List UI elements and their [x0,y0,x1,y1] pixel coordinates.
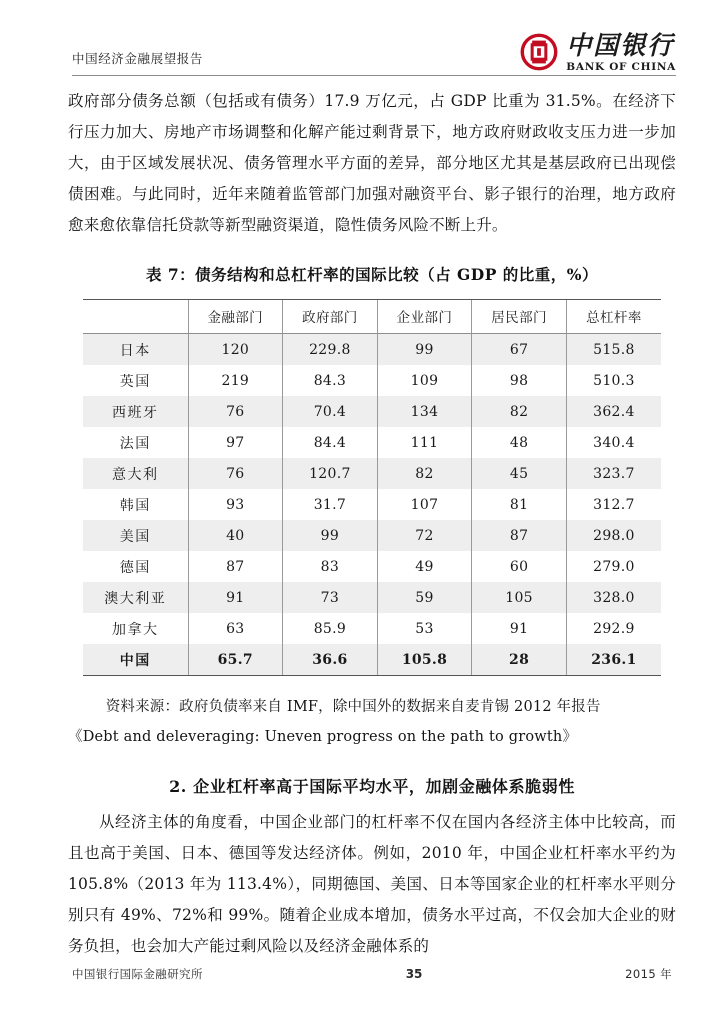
table-cell-3: 134 [377,396,472,427]
table-cell-1: 76 [188,458,283,489]
table-row [83,582,661,613]
table-row [83,427,661,458]
table-cell-3: 53 [377,613,472,644]
table-header-corner [83,300,188,334]
table-row-country: 加拿大 [112,621,159,638]
footer-institute: 中国银行国际金融研究所 [72,967,203,981]
table-cell-4: 81 [472,489,567,520]
table-row-country: 中国 [83,644,188,676]
paragraph-government-debt: 政府部分债务总额（包括或有债务）17.9 万亿元，占 GDP 比重为 31.5%。在经济下行压力加大、房地产市场调整和化解产能过剩背景下，地方政府财政收支压力进一步加大，由于区域发展状况、债务管理水平方面的差异，部分地区尤其是基层政府已出现偿债困难。与此同时，近年来随着监管部门加强对融资平台、影子银行的治理，地方政府愈来愈依靠信托贷款等新型融资渠道，隐性债务风险不断上升。 [68,92,676,234]
table-row-country: 澳大利亚 [83,582,188,613]
source-line-2: 《Debt and deleveraging: Uneven progress on the path to growth》 [68,729,578,745]
table-cell-5: 510.3 [566,365,661,396]
paragraph-corporate-leverage: 从经济主体的角度看，中国企业部门的杠杆率不仅在国内各经济主体中比较高，而且也高于美国、日本、德国等发达经济体。例如，2010 年，中国企业杠杆率水平约为 105.8%（2013 年为 113.4%），同期德国、美国、日本等国家企业的杠杆率水平则分别只有 49%、72%和 99%。随着企业成本增加，债务水平过高，不仅会加大企业的财务负担，也会加大产能过剩风险以及经济金融体系的 [68,813,676,955]
table-cell-3: 105.8 [377,644,472,676]
footer-page-number: 35 [405,967,423,981]
table-cell-3: 49 [377,551,472,582]
boc-logo-english: BANK OF CHINA [566,60,676,73]
table-header [83,300,661,334]
table-cell-5: 298.0 [566,520,661,551]
table-cell-4: 98 [472,365,567,396]
debt-structure-table [83,299,661,676]
table-cell-5: 340.4 [566,427,661,458]
table-cell-1: 91 [188,582,283,613]
table-cell-2: 36.6 [283,644,378,676]
table-cell-1: 97 [188,427,283,458]
table-row-country: 英国 [119,373,151,390]
table-cell-2: 31.7 [283,489,378,520]
table-row-country: 德国 [119,559,151,576]
table-cell-3: 107 [377,489,472,520]
table-cell-4: 105 [472,582,567,613]
table-row [83,551,661,582]
section-heading: 2. 企业杠杆率高于国际平均水平，加剧金融体系脆弱性 [169,777,575,796]
table-header-household: 居民部门 [472,300,567,334]
table-row-country: 西班牙 [83,396,188,427]
table-cell-3: 109 [377,365,472,396]
table-cell-1: 76 [188,396,283,427]
table-row [83,644,661,676]
table-cell-5: 312.7 [566,489,661,520]
page-content [68,86,676,962]
table-caption: 表 7：债务结构和总杠杆率的国际比较（占 GDP 的比重，%） [145,265,599,284]
header-divider [72,75,676,76]
table-header-financial: 金融部门 [188,300,283,334]
table-cell-2: 73 [283,582,378,613]
table-cell-4: 91 [472,613,567,644]
table-cell-5: 279.0 [566,551,661,582]
table-cell-2: 84.3 [283,365,378,396]
table-row [83,613,661,644]
table-cell-2: 99 [283,520,378,551]
table-cell-1: 120 [188,334,283,366]
table-row [83,396,661,427]
table-cell-2: 84.4 [283,427,378,458]
table-cell-3: 82 [377,458,472,489]
table-cell-5: 328.0 [566,582,661,613]
table-cell-2: 229.8 [283,334,378,366]
table-row-country: 法国 [119,435,151,452]
table-cell-2: 83 [283,551,378,582]
table-row-country: 意大利 [83,458,188,489]
boc-logo-wordmark [566,30,676,73]
table-cell-3: 59 [377,582,472,613]
boc-emblem-icon [520,33,558,71]
table-row-country: 日本 [83,334,188,366]
table-cell-3: 111 [377,427,472,458]
table-header-corporate: 企业部门 [377,300,472,334]
table-cell-4: 28 [472,644,567,676]
header-report-title: 中国经济金融展望报告 [72,51,204,66]
table-cell-1: 93 [188,489,283,520]
page-footer [72,966,672,982]
table-row [83,520,661,551]
table-cell-1: 63 [188,613,283,644]
table-cell-4: 67 [472,334,567,366]
table-cell-3: 72 [377,520,472,551]
table-header-total-leverage: 总杠杆率 [566,300,661,334]
table-cell-5: 362.4 [566,396,661,427]
page-header [72,24,676,76]
table-row [83,458,661,489]
table-header-row [83,300,661,334]
table-cell-4: 48 [472,427,567,458]
boc-logo-chinese: 中国银行 [566,30,675,60]
table-row [83,334,661,366]
table-cell-1: 65.7 [188,644,283,676]
table-cell-1: 87 [188,551,283,582]
table-cell-1: 40 [188,520,283,551]
table-header-government: 政府部门 [283,300,378,334]
table-cell-5: 292.9 [566,613,661,644]
table-row [83,489,661,520]
table-cell-4: 60 [472,551,567,582]
table-cell-1: 219 [188,365,283,396]
table-cell-4: 82 [472,396,567,427]
table-cell-5: 515.8 [566,334,661,366]
source-line-1: 资料来源：政府负债率来自 IMF，除中国外的数据来自麦肯锡 2012 年报告 [105,699,601,715]
table-cell-3: 99 [377,334,472,366]
footer-year: 2015 年 [625,967,672,981]
table-cell-4: 87 [472,520,567,551]
table-cell-2: 70.4 [283,396,378,427]
table-cell-2: 120.7 [283,458,378,489]
table-cell-4: 45 [472,458,567,489]
table-source-note [68,692,676,752]
table-row-country: 韩国 [119,497,151,514]
table-cell-2: 85.9 [283,613,378,644]
table-cell-5: 236.1 [566,644,661,676]
table-body [83,334,661,676]
table-row-country: 美国 [83,520,188,551]
table-row [83,365,661,396]
table-cell-5: 323.7 [566,458,661,489]
bank-of-china-logo [520,30,676,73]
